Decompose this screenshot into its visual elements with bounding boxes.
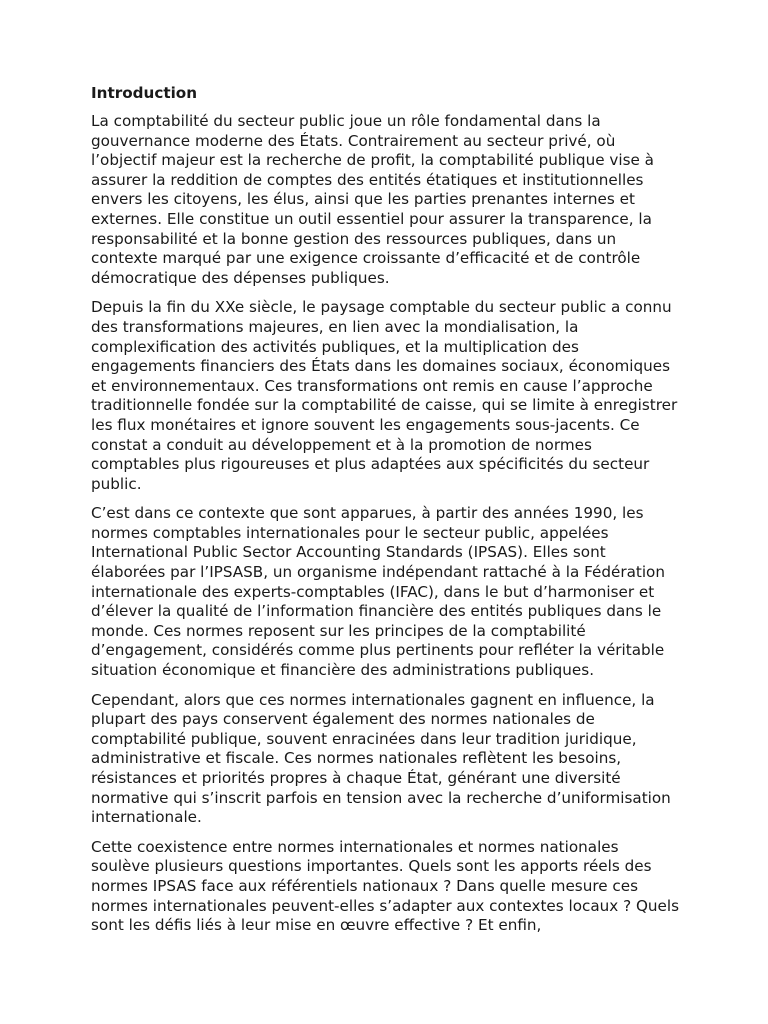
paragraph-3: C’est dans ce contexte que sont apparues, à partir des années 1990, les normes comptables internationales pour le secteur public, appelées International Public Sector Accounting Standards (IPSAS). Elles sont élaborées par l’IPSASB, un organisme indépendant rattaché à la Fédération internationale des experts-comptables (IFAC), dans le but d’harmoniser et d’élever la qualité de l’information financière des entités publiques dans le monde. Ces normes reposent sur les principes de la comptabilité d’engagement, considérés comme plus pertinents pour refléter la véritable situation économique et financière des administrations publiques. xyxy=(91,504,665,680)
paragraph-5: Cette coexistence entre normes internationales et normes nationales soulève plusieurs questions importantes. Quels sont les apports réels des normes IPSAS face aux référentiels nationaux ? Dans quelle mesure ces normes internationales peuvent-elles s’adapter aux contextes locaux ? Quels sont les défis liés à leur mise en œuvre effective ? Et enfin, xyxy=(91,837,680,935)
document-page xyxy=(91,83,681,946)
paragraph-1: La comptabilité du secteur public joue un rôle fondamental dans la gouvernance moderne des États. Contrairement au secteur privé, où l’objectif majeur est la recherche de profit, la comptabilité publique vise à assurer la reddition de comptes des entités étatiques et institutionnelles envers les citoyens, les élus, ainsi que les parties prenantes internes et externes. Elle constitue un outil essentiel pour assurer la transparence, la responsabilité et la bonne gestion des ressources publiques, dans un contexte marqué par une exigence croissante d’efficacité et de contrôle démocratique des dépenses publiques. xyxy=(91,112,654,287)
paragraph-4: Cependant, alors que ces normes internationales gagnent en influence, la plupart des pays conservent également des normes nationales de comptabilité publique, souvent enracinées dans leur tradition juridique, administrative et fiscale. Ces normes nationales reflètent les besoins, résistances et priorités propres à chaque État, générant une diversité normative qui s’inscrit parfois en tension avec la recherche d’uniformisation internationale. xyxy=(91,690,671,827)
paragraph-2: Depuis la fin du XXe siècle, le paysage comptable du secteur public a connu des transformations majeures, en lien avec la mondialisation, la complexification des activités publiques, et la multiplication des engagements financiers des États dans les domaines sociaux, économiques et environnementaux. Ces transformations ont remis en cause l’approche traditionnelle fondée sur la comptabilité de caisse, qui se limite à enregistrer les flux monétaires et ignore souvent les engagements sous-jacents. Ce constat a conduit au développement et à la promotion de normes comptables plus rigoureuses et plus adaptées aux spécificités du secteur public. xyxy=(91,298,678,493)
section-heading: Introduction xyxy=(91,84,198,102)
